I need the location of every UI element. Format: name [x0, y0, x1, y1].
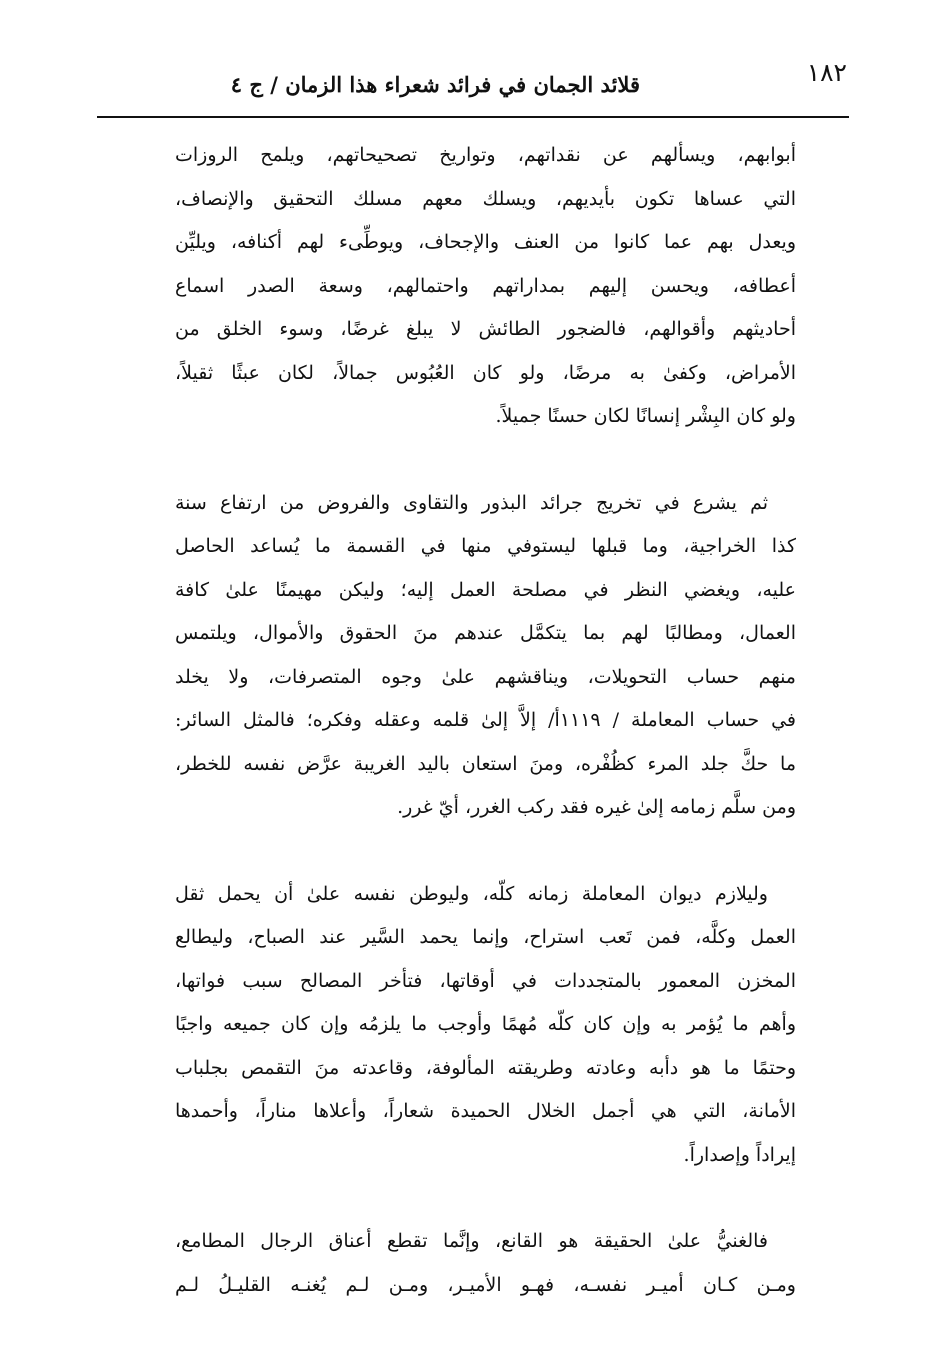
text-line: وليلازم ديوان المعاملة زمانه كلّه، وليوطن نفسه علىٰ أن يحمل ثقل	[175, 882, 768, 905]
text-line: العمال، ومطالبًا لهم بما يتكمَّل عندهم منَ الحقوق والأموال، ويلتمس	[175, 622, 796, 644]
text-line: وحتمًا ما هو دأبه وعادته وطريقته المألوفة، وقاعدته منَ التقمص بجلباب	[175, 1056, 796, 1079]
paragraph-3	[175, 873, 796, 1178]
paragraph-2	[175, 482, 796, 830]
text-line: ومن سلَّم زمامه إلىٰ غيره فقد ركب الغرر، أيّ غرر.	[397, 796, 796, 818]
page-number: ١٨٢	[806, 58, 847, 87]
text-line: منهم حساب التحويلات، ويناقشهم علىٰ وجوه المتصرفات، ولا يخلد	[175, 665, 796, 688]
text-line: العمل وكلَّه، فمن تَعب استراح، وإنما يحمد السَّير عند الصباح، وليطالع	[175, 926, 796, 948]
text-line: وأهم ما يُؤمر به وإن كان كلّه مُهمًا وأوجب ما يلزمُه وإن كان جميعه واجبًا	[175, 1013, 796, 1035]
text-line: إيراداً وإصداراً.	[683, 1143, 796, 1166]
text-line: ولو كان البِشْر إنسانًا لكان حسنًا جميلاً.	[495, 405, 796, 427]
text-line: ومـن كـان أميـر نفسـه، فهـو الأميـر، ومـن لـم يُغنـه القليـلُ لـم	[175, 1273, 796, 1296]
text-line: أحاديثهم وأقوالهم، فالضجور الطائش لا يبلغ غرضًا، وسوء الخلق من	[175, 318, 796, 340]
text-line: كذا الخراجية، وما قبلها ليستوفي منها في القسمة ما يُساعد الحاصل	[175, 535, 796, 557]
text-line: ويعدل بهم عما كانوا من العنف والإجحاف، ويوطِّىء لهم أكنافه، ويليِّن	[175, 231, 796, 253]
header-divider	[97, 116, 849, 118]
text-line: الأمانة، التي هي أجمل الخلال الحميدة شعاراً، وأعلاها مناراً، وأحمدها	[175, 1100, 796, 1122]
text-line: ما حكَّ جلد المرء كظُفْره، ومنَ استعان باليد الغريبة عرَّض نفسه للخطر،	[175, 752, 796, 775]
paragraph-1	[175, 134, 796, 439]
text-line: عليه، ويغضي النظر في مصلحة العمل إليه؛ وليكن مهيمنًا علىٰ كافة	[175, 578, 796, 601]
text-line: في حساب المعاملة / ١١١٩أ/ إلاَّ إلىٰ قلمه وعقله وفكره؛ فالمثل السائر:	[175, 709, 796, 731]
text-line: فالغنيُّ علىٰ الحقيقة هو القانع، وإنَّما تقطع أعناق الرجال المطامع،	[175, 1230, 768, 1252]
text-line: المخزن المعمور بالمتجددات في أوقاتها، فتأخر المصالح سبب فواتها،	[175, 969, 796, 992]
body-text	[175, 134, 796, 1350]
running-header-title: قلائد الجمان في فرائد شعراء هذا الزمان / ج ٤	[230, 72, 640, 97]
text-line: الأمراض، وكفىٰ به مرضًا، ولو كان العُبُوس جمالاً، لكان عبثًا ثقيلاً،	[175, 361, 796, 384]
text-line: التي عساها تكون بأيديهم، ويسلك معهم مسلك التحقيق والإنصاف،	[175, 187, 796, 210]
text-line: أبوابهم، ويسألهم عن نقداتهم، وتواريخ تصحيحاتهم، ويلمح الروزات	[175, 144, 796, 166]
text-line: أعطافه، ويحسن إليهم بمداراتهم واحتمالهم، وسعة الصدر اسماع	[175, 274, 796, 297]
paragraph-4	[175, 1220, 796, 1307]
text-line: ثم يشرع في تخريج جرائد البذور والتقاوى والفروض من ارتفاع سنة	[175, 491, 768, 514]
